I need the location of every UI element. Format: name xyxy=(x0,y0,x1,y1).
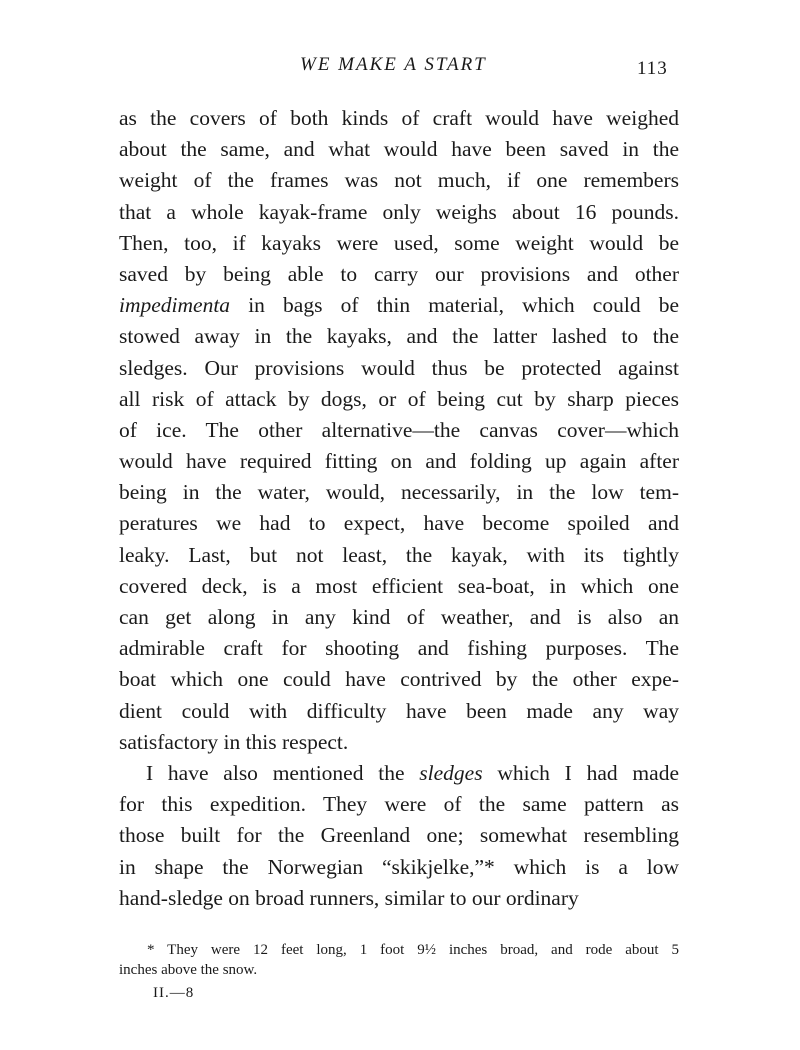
text-line: stowed away in the kayaks, and the latter lashed to the xyxy=(119,324,679,349)
text-line: that a whole kayak-frame only weighs about 16 pounds. xyxy=(119,199,679,224)
text-line: peratures we had to expect, have become spoiled and xyxy=(119,511,679,536)
text-line: saved by being able to carry our provisions and other xyxy=(119,261,679,286)
text-line: leaky. Last, but not least, the kayak, with its tightly xyxy=(119,542,679,567)
text-line: all risk of attack by dogs, or of being cut by sharp pieces xyxy=(119,386,679,411)
emphasized-text: sledges xyxy=(419,760,483,785)
emphasized-text: impedimenta xyxy=(119,293,231,318)
running-head-title: WE MAKE A START xyxy=(300,54,487,75)
text-line: about the same, and what would have been saved in the xyxy=(119,137,679,162)
text-segment: I have also mentioned the xyxy=(146,760,420,785)
text-line: can get along in any kind of weather, and is also an xyxy=(119,605,679,629)
text-line: would have required fitting on and folding up again after xyxy=(119,449,679,474)
text-line: for this expedition. They were of the same pattern as xyxy=(119,792,679,817)
text-line: sledges. Our provisions would thus be protected against xyxy=(119,355,679,380)
text-line xyxy=(119,290,679,321)
text-line xyxy=(119,758,679,789)
text-line: weight of the frames was not much, if one remembers xyxy=(119,168,679,193)
text-line: covered deck, is a most efficient sea-boat, in which one xyxy=(119,573,679,598)
text-line: dient could with difficulty have been made any way xyxy=(119,698,679,723)
text-line: satisfactory in this respect. xyxy=(119,729,349,754)
running-head xyxy=(0,54,800,82)
text-line: as the covers of both kinds of craft would have weighed xyxy=(119,106,679,130)
text-line: admirable craft for shooting and fishing purposes. The xyxy=(119,636,679,661)
text-line: in shape the Norwegian “skikjelke,”* which is a low xyxy=(119,854,679,879)
footnote xyxy=(119,940,679,980)
body-text xyxy=(119,103,679,914)
text-line: of ice. The other alternative—the canvas cover—which xyxy=(119,417,679,442)
text-line: Then, too, if kayaks were used, some weight would be xyxy=(119,230,679,255)
footnote-line: inches above the snow. xyxy=(119,962,258,978)
text-line: those built for the Greenland one; somewhat resembling xyxy=(119,823,679,848)
footnote-line: * They were 12 feet long, 1 foot 9½ inches broad, and rode about 5 xyxy=(147,942,679,958)
text-segment: in bags of thin material, which could be xyxy=(230,293,679,318)
text-line: hand-sledge on broad runners, similar to our ordinary xyxy=(119,885,579,910)
text-line: boat which one could have contrived by the other expe- xyxy=(119,667,679,692)
text-line: being in the water, would, necessarily, in the low tem- xyxy=(119,480,679,505)
signature-mark: II.—8 xyxy=(153,985,195,1001)
page-number: 113 xyxy=(637,58,668,79)
text-segment: which I had made xyxy=(482,760,679,785)
